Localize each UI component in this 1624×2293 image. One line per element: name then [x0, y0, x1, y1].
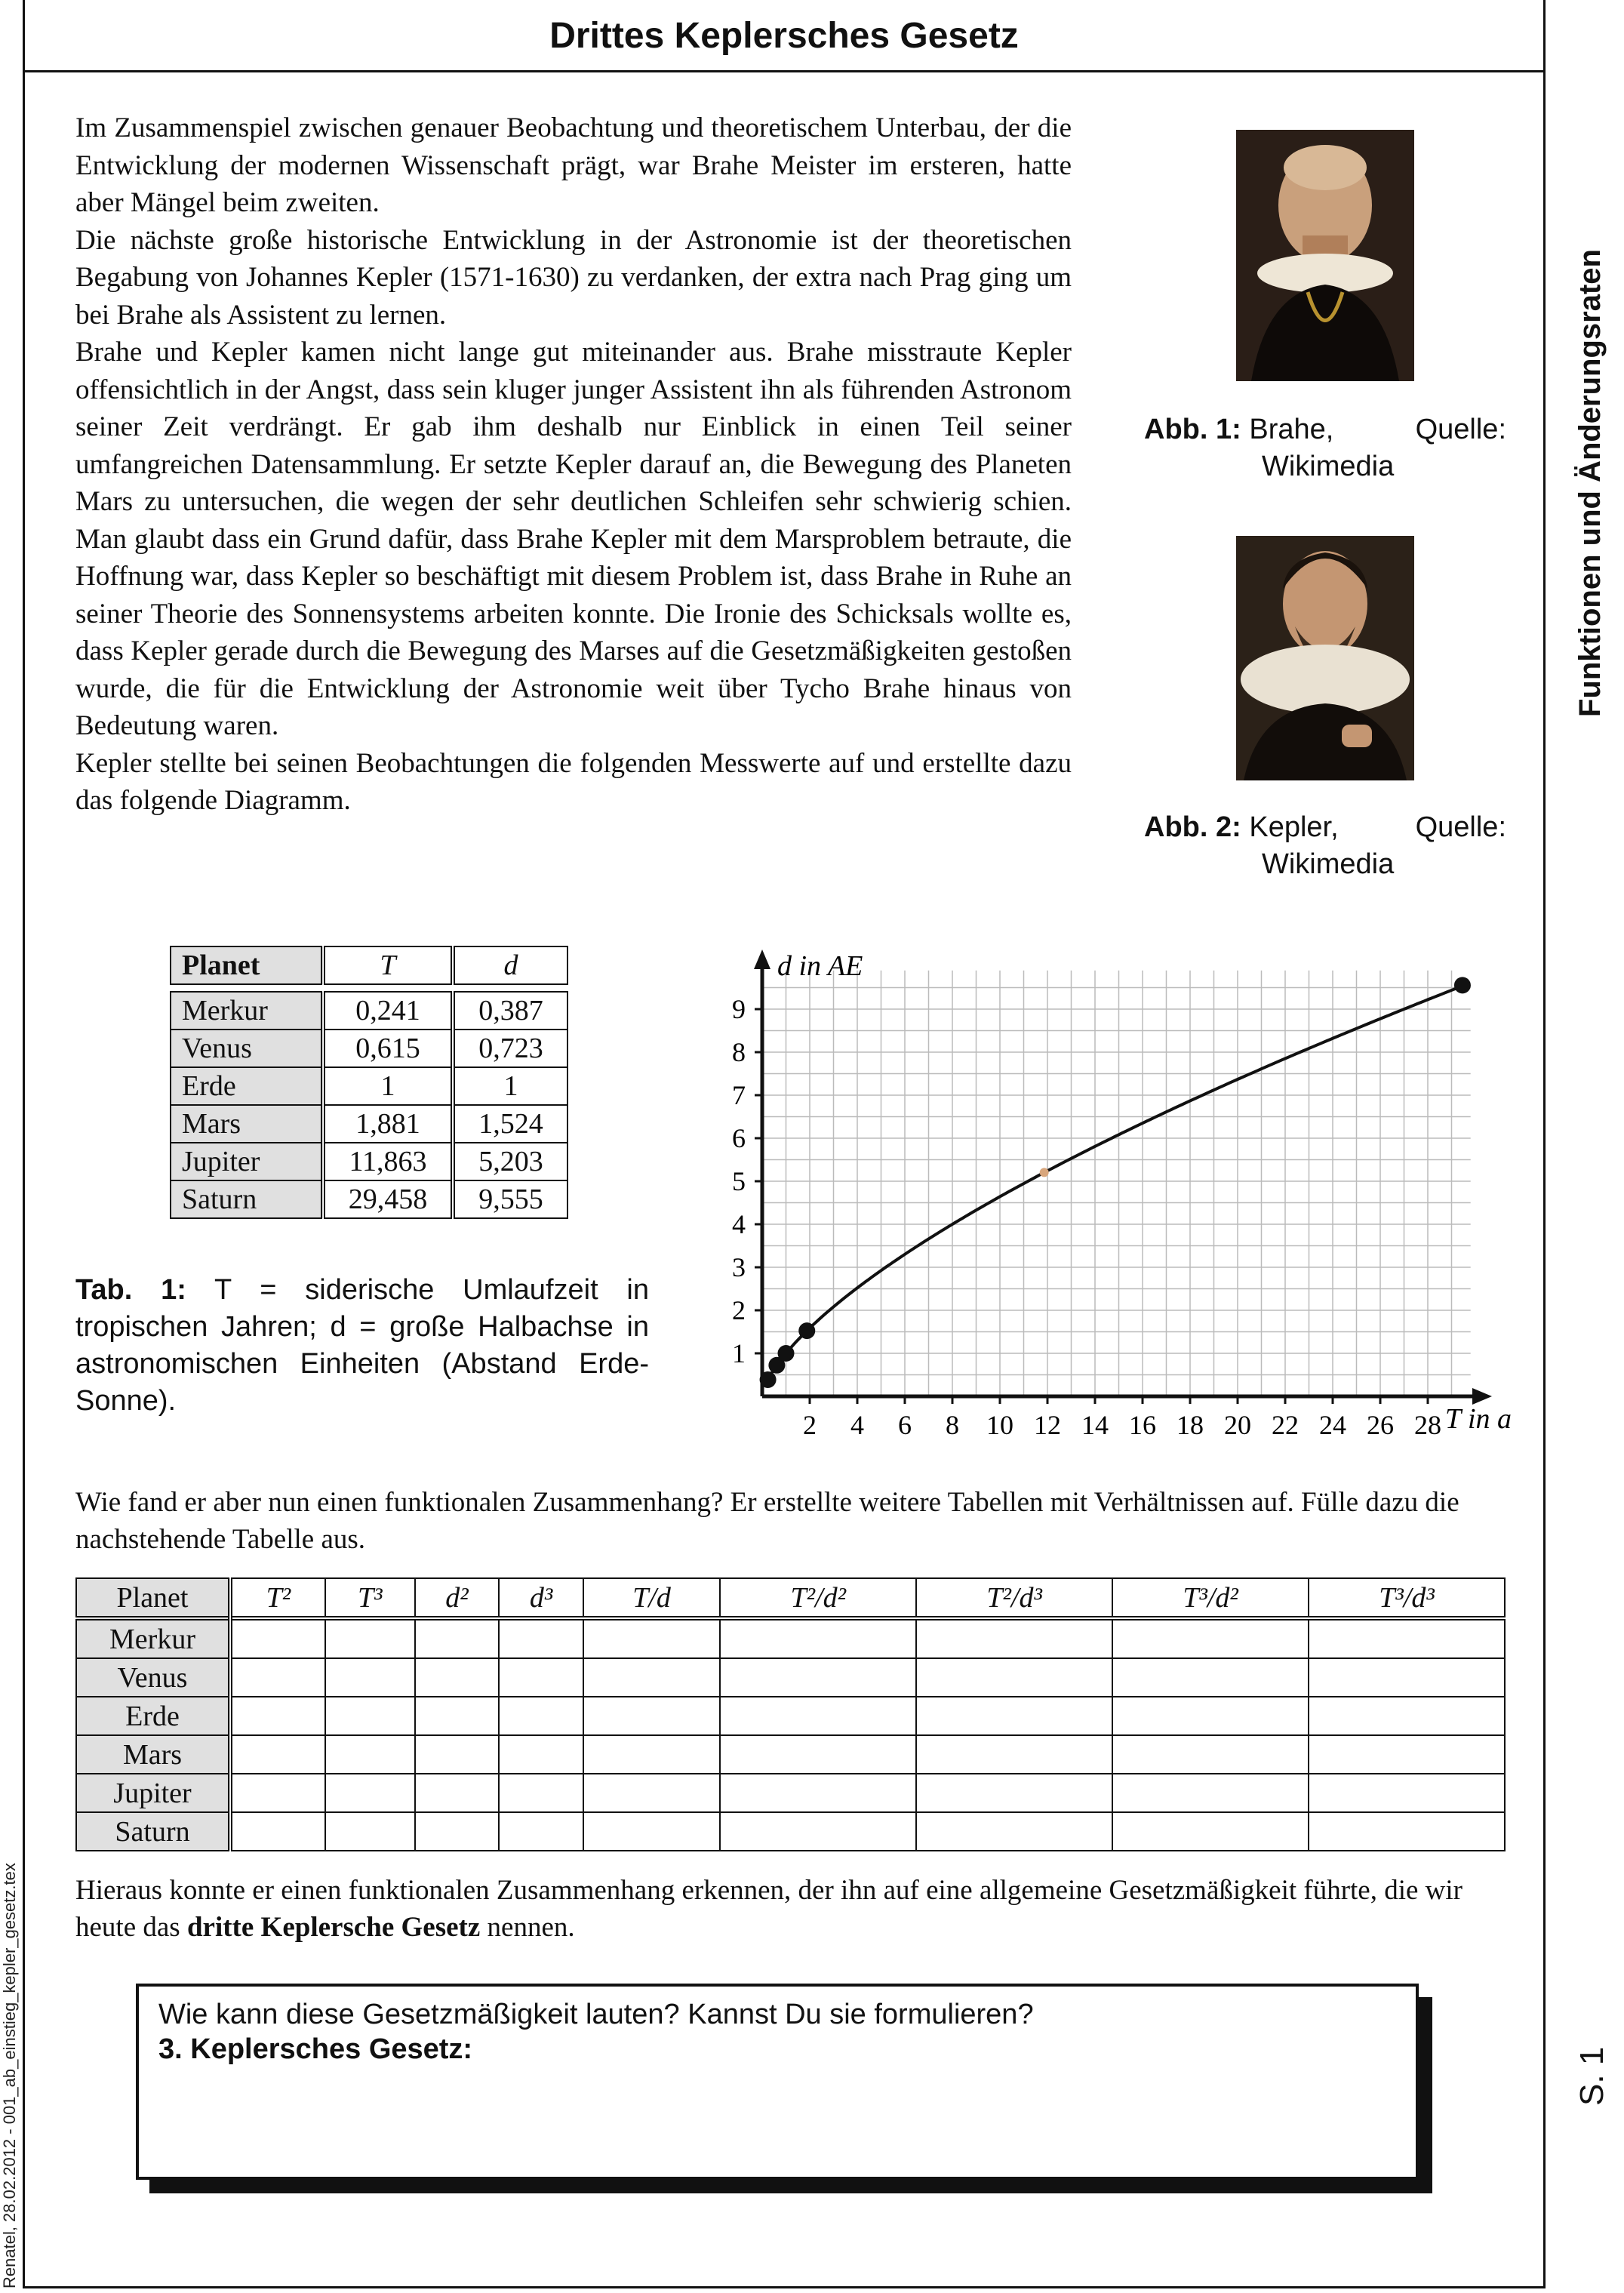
table-row: [76, 1774, 1505, 1812]
answer-cell[interactable]: [499, 1812, 583, 1851]
ratio-header: T³: [325, 1578, 415, 1618]
x-tick-label: 6: [898, 1410, 912, 1440]
y-tick-label: 8: [732, 1037, 746, 1067]
fig1-source-label: Quelle:: [1415, 414, 1506, 445]
ratio-header: T²/d³: [916, 1578, 1112, 1618]
table-caption: [75, 1272, 649, 1420]
table-cell: 0,723: [453, 1030, 567, 1067]
table-cell: 9,555: [453, 1180, 567, 1218]
x-tick-label: 12: [1034, 1410, 1061, 1440]
table-row: [171, 992, 567, 1030]
y-tick-label: 7: [732, 1080, 746, 1110]
answer-cell[interactable]: [1309, 1774, 1505, 1812]
planet-table: [170, 946, 568, 1219]
answer-cell[interactable]: [415, 1774, 500, 1812]
y-tick-label: 5: [732, 1166, 746, 1196]
fig1-caption: [1144, 411, 1506, 485]
planet-name: Mars: [171, 1105, 323, 1143]
ratio-header: T²/d²: [720, 1578, 916, 1618]
answer-cell[interactable]: [325, 1658, 415, 1697]
y-tick-label: 3: [732, 1252, 746, 1282]
x-tick-label: 28: [1414, 1410, 1441, 1440]
answer-cell[interactable]: [1112, 1812, 1309, 1851]
ratio-header: T³/d²: [1112, 1578, 1309, 1618]
x-tick-label: 22: [1272, 1410, 1299, 1440]
table-row: [171, 1105, 567, 1143]
table-row: [76, 1735, 1505, 1774]
x-tick-label: 10: [986, 1410, 1013, 1440]
ratio-header: d³: [499, 1578, 583, 1618]
ratio-header: T²: [230, 1578, 325, 1618]
answer-cell[interactable]: [499, 1774, 583, 1812]
table-caption-label: Tab. 1:: [75, 1274, 186, 1306]
table-cell: 1,881: [323, 1105, 453, 1143]
ratio-header: d²: [415, 1578, 500, 1618]
x-axis-arrow: [1472, 1388, 1492, 1405]
x-tick-label: 14: [1081, 1410, 1109, 1440]
table-cell: 5,203: [453, 1143, 567, 1180]
header-d: d: [453, 946, 567, 984]
conclusion-after: nennen.: [480, 1912, 575, 1943]
answer-cell[interactable]: [325, 1618, 415, 1658]
answer-cell[interactable]: [499, 1697, 583, 1735]
fig1-label: Abb. 1:: [1144, 414, 1241, 445]
x-tick-label: 26: [1367, 1410, 1394, 1440]
data-point: [778, 1345, 795, 1362]
intro-paragraph: Im Zusammenspiel zwischen genauer Beobachtung und theoretischem Unterbau, der die Entwicklung der modernen Wissenschaft prägt, war Brahe Meister im ersteren, hatte aber Mängel beim zweiten.: [75, 112, 1072, 218]
intro-paragraph: Kepler stellte bei seinen Beobachtungen die folgenden Messwerte auf und erstellte dazu das folgende Diagramm.: [75, 747, 1072, 816]
table-cell: 0,615: [323, 1030, 453, 1067]
answer-cell[interactable]: [230, 1658, 325, 1697]
conclusion-before: Hieraus konnte er einen funktionalen Zusammenhang erkennen, der ihn auf eine allgemeine Gesetzmäßigkeit führte, die wir heute das: [75, 1875, 1463, 1943]
answer-cell[interactable]: [1309, 1658, 1505, 1697]
planet-name: Jupiter: [76, 1774, 230, 1812]
answer-cell[interactable]: [583, 1697, 720, 1735]
answer-cell[interactable]: [1309, 1618, 1505, 1658]
answer-cell[interactable]: [230, 1774, 325, 1812]
fig2-label: Abb. 2:: [1144, 811, 1241, 843]
answer-cell[interactable]: [230, 1735, 325, 1774]
answer-cell[interactable]: [720, 1697, 916, 1735]
x-tick-label: 20: [1224, 1410, 1251, 1440]
answer-cell[interactable]: [720, 1812, 916, 1851]
x-tick-label: 8: [946, 1410, 959, 1440]
answer-cell[interactable]: [720, 1774, 916, 1812]
kepler-chart: [702, 943, 1532, 1472]
fig1-name: Brahe,: [1249, 414, 1334, 445]
data-point: [798, 1322, 815, 1339]
conclusion-text: [75, 1872, 1509, 1946]
answer-cell[interactable]: [1309, 1697, 1505, 1735]
answer-cell[interactable]: [916, 1618, 1112, 1658]
answer-cell[interactable]: [1112, 1697, 1309, 1735]
answer-cell[interactable]: [230, 1812, 325, 1851]
planet-name: Jupiter: [171, 1143, 323, 1180]
answer-cell[interactable]: [415, 1618, 500, 1658]
question-text: Wie fand er aber nun einen funktionalen Zusammenhang? Er erstellte weitere Tabellen mit Verhältnissen auf. Fülle dazu die nachstehende Tabelle aus.: [75, 1487, 1459, 1555]
y-tick-label: 1: [732, 1338, 746, 1368]
answer-cell[interactable]: [415, 1735, 500, 1774]
page-number: S. 1: [1573, 2046, 1610, 2106]
table-cell: 1: [453, 1067, 567, 1105]
table-cell: 11,863: [323, 1143, 453, 1180]
answer-cell[interactable]: [499, 1658, 583, 1697]
answer-cell[interactable]: [325, 1774, 415, 1812]
page-title: Drittes Keplersches Gesetz: [23, 0, 1546, 72]
answer-cell[interactable]: [583, 1735, 720, 1774]
answer-cell[interactable]: [720, 1735, 916, 1774]
x-tick-label: 24: [1319, 1410, 1346, 1440]
answer-cell[interactable]: [415, 1812, 500, 1851]
intro-paragraph: Brahe und Kepler kamen nicht lange gut miteinander aus. Brahe misstraute Kepler offensichtlich in der Angst, dass sein kluger junger Assistent ihn als führenden Astronom seiner Zeit verdrängt. Er gab ihm deshalb nur Einblick in einen Teil seiner umfangreichen Datensammlung. Er setzte Kepler darauf an, die Bewegung des Planeten Mars zu untersuchen, die wegen der sehr deutlichen Schleifen sehr schwierig schien. Man glaubt dass ein Grund dafür, dass Brahe Kepler mit dem Marsproblem betraute, die Hoffnung war, dass Kepler so beschäftigt mit diesem Problem ist, dass Brahe in Ruhe an seiner Theorie des Sonnensystems arbeiten konnte. Die Ironie des Schicksals wollte es, dass Kepler gerade durch die Bewegung des Marses auf die Gesetzmäßigkeiten gestoßen wurde, die für die Entwicklung der Astronomie weit über Tycho Brahe hinaus von Bedeutung waren.: [75, 337, 1072, 741]
table-caption-text: T = siderische Umlaufzeit in tropischen Jahren; d = große Halbachse in astronomischen Einheiten (Abstand Erde-Sonne).: [75, 1274, 649, 1417]
answer-cell[interactable]: [415, 1658, 500, 1697]
answer-label: 3. Keplersches Gesetz:: [158, 2033, 473, 2065]
x-tick-label: 2: [803, 1410, 817, 1440]
intro-text: [75, 109, 1072, 820]
answer-cell[interactable]: [583, 1812, 720, 1851]
table-row: [76, 1618, 1505, 1658]
answer-cell[interactable]: [916, 1735, 1112, 1774]
answer-cell[interactable]: [325, 1735, 415, 1774]
ratio-header: T³/d³: [1309, 1578, 1505, 1618]
answer-cell[interactable]: [720, 1618, 916, 1658]
table-cell: 29,458: [323, 1180, 453, 1218]
planet-name: Saturn: [76, 1812, 230, 1851]
planet-name: Erde: [76, 1697, 230, 1735]
data-point: [760, 1371, 777, 1388]
answer-cell[interactable]: [1112, 1658, 1309, 1697]
answer-cell[interactable]: [1112, 1735, 1309, 1774]
fig2-name: Kepler,: [1249, 811, 1339, 843]
planet-name: Mars: [76, 1735, 230, 1774]
answer-cell[interactable]: [583, 1774, 720, 1812]
answer-cell[interactable]: [916, 1812, 1112, 1851]
table-cell: 1,524: [453, 1105, 567, 1143]
y-tick-label: 9: [732, 994, 746, 1024]
brahe-portrait: [1236, 130, 1414, 381]
answer-cell[interactable]: [583, 1658, 720, 1697]
table-row: [76, 1812, 1505, 1851]
kepler-portrait: [1236, 536, 1414, 780]
chart-ticks: [732, 994, 1441, 1440]
answer-cell[interactable]: [325, 1697, 415, 1735]
table-cell: 0,387: [453, 992, 567, 1030]
answer-prompt: Wie kann diese Gesetzmäßigkeit lauten? Kannst Du sie formulieren?: [158, 1999, 1034, 2030]
x-axis-label: T in a: [1445, 1403, 1512, 1435]
planet-name: Merkur: [171, 992, 323, 1030]
table-row: [171, 1067, 567, 1105]
x-tick-label: 4: [850, 1410, 864, 1440]
table-row: [171, 1180, 567, 1218]
ratio-header: T/d: [583, 1578, 720, 1618]
data-point: [1040, 1168, 1049, 1177]
answer-cell[interactable]: [499, 1618, 583, 1658]
table-row: [171, 1143, 567, 1180]
conclusion-bold: dritte Keplersche Gesetz: [186, 1912, 481, 1943]
header-planet: Planet: [171, 946, 323, 984]
table-row: [76, 1658, 1505, 1697]
fig2-source-label: Quelle:: [1415, 811, 1506, 843]
y-tick-label: 4: [732, 1209, 746, 1239]
answer-cell[interactable]: [720, 1658, 916, 1697]
data-point: [1454, 977, 1471, 993]
fig1-source: Wikimedia: [1262, 451, 1395, 482]
intro-paragraph: Die nächste große historische Entwicklung in der Astronomie ist der theoretischen Begabung von Johannes Kepler (1571-1630) zu verdanken, der extra nach Prag ging um bei Brahe als Assistent zu lernen.: [75, 224, 1072, 331]
y-axis-label: d in AE: [777, 950, 863, 982]
x-tick-label: 16: [1129, 1410, 1156, 1440]
answer-cell[interactable]: [1112, 1618, 1309, 1658]
y-tick-label: 2: [732, 1295, 746, 1325]
y-tick-label: 6: [732, 1123, 746, 1153]
planet-name: Venus: [171, 1030, 323, 1067]
table-cell: 1: [323, 1067, 453, 1105]
answer-cell[interactable]: [415, 1697, 500, 1735]
file-meta: Renatel, 28.02.2012 - 001_ab_einstieg_kepler_gesetz.tex: [0, 1863, 19, 2288]
answer-cell[interactable]: [230, 1618, 325, 1658]
chart-grid: [762, 971, 1471, 1396]
answer-box[interactable]: [136, 1984, 1419, 2180]
table-cell: 0,241: [323, 992, 453, 1030]
table-row: [171, 1030, 567, 1067]
planet-name: Erde: [171, 1067, 323, 1105]
side-label: Funktionen und Änderungsraten: [1573, 249, 1607, 717]
answer-cell[interactable]: [583, 1618, 720, 1658]
fig2-source: Wikimedia: [1262, 848, 1395, 880]
header-t: T: [323, 946, 453, 984]
answer-cell[interactable]: [499, 1735, 583, 1774]
answer-cell[interactable]: [1112, 1774, 1309, 1812]
answer-cell[interactable]: [230, 1697, 325, 1735]
planet-name: Saturn: [171, 1180, 323, 1218]
table-row: [76, 1697, 1505, 1735]
answer-cell[interactable]: [916, 1774, 1112, 1812]
answer-cell[interactable]: [916, 1658, 1112, 1697]
y-axis-arrow: [754, 950, 770, 969]
x-tick-label: 18: [1176, 1410, 1204, 1440]
ratio-table: [75, 1577, 1506, 1851]
fig2-caption: [1144, 809, 1506, 883]
answer-cell[interactable]: [916, 1697, 1112, 1735]
answer-cell[interactable]: [1309, 1735, 1505, 1774]
chart-curve: [768, 986, 1463, 1380]
ratio-header-planet: Planet: [76, 1578, 230, 1618]
planet-name: Venus: [76, 1658, 230, 1697]
answer-cell[interactable]: [1309, 1812, 1505, 1851]
chart-points: [760, 977, 1471, 1388]
planet-name: Merkur: [76, 1618, 230, 1658]
answer-cell[interactable]: [325, 1812, 415, 1851]
